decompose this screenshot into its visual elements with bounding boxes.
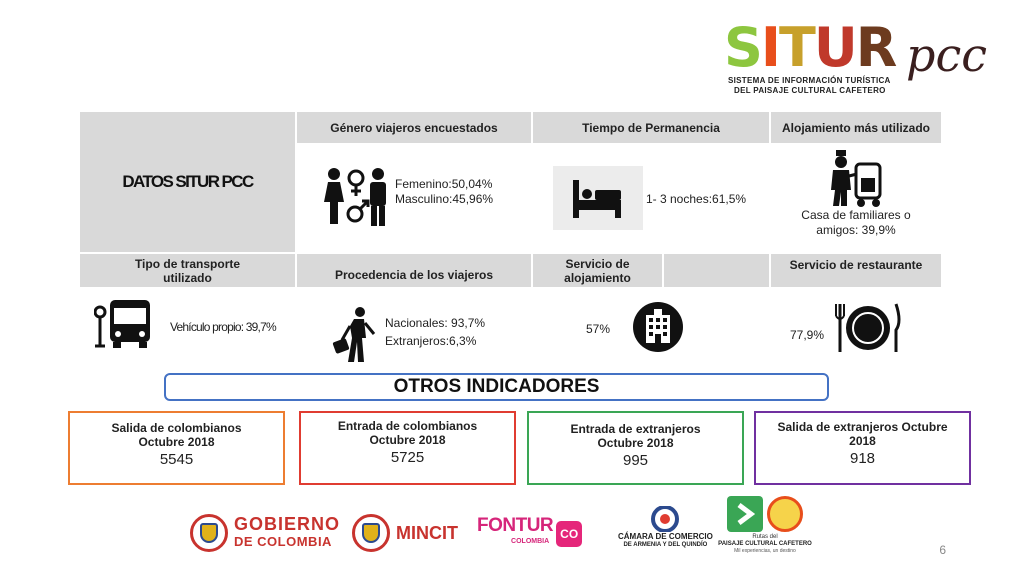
- indicator-label-1: Salida de extranjeros Octubre: [777, 420, 948, 434]
- mincit-text: MINCIT: [396, 522, 458, 543]
- indicator-label-1: Salida de colombianos: [111, 421, 242, 435]
- header-alojamiento: Alojamiento más utilizado: [771, 112, 941, 143]
- servicio-restaurante-value: 77,9%: [790, 328, 825, 342]
- mincit-seal-icon: [352, 514, 390, 552]
- camara-logo: [618, 506, 713, 549]
- indicator-value: 918: [849, 450, 876, 467]
- rutas-arrow-icon: [727, 496, 763, 532]
- indicator-label-2: Octubre 2018: [138, 435, 215, 449]
- header-transporte: Tipo de transporte utilizado: [80, 254, 295, 287]
- bed-icon: [553, 166, 643, 230]
- logo-subtitle-1: SISTEMA DE INFORMACIÓN TURÍSTICA: [728, 76, 891, 85]
- indicator-card-1: [299, 411, 516, 485]
- logo-letter: U: [813, 16, 856, 79]
- header-blank: [664, 254, 769, 287]
- traveler-icon: [332, 306, 380, 364]
- fontur-sub: COLOMBIA: [511, 538, 550, 545]
- logo-letter: I: [760, 16, 779, 79]
- rutas-line-3: Mil experiencias, un destino: [734, 548, 796, 554]
- otros-indicadores-banner: OTROS INDICADORES: [164, 373, 829, 401]
- indicator-label-2: Octubre 2018: [369, 433, 446, 447]
- row-title-cell: [80, 112, 295, 252]
- bus-icon: [94, 298, 152, 350]
- tiempo-value: 1- 3 noches:61,5%: [646, 192, 747, 206]
- extranjeros-value: Extranjeros:6,3%: [385, 334, 477, 348]
- transporte-value: Vehículo propio: 39,7%: [170, 320, 276, 334]
- header-procedencia: Procedencia de los viajeros: [297, 254, 531, 287]
- hotel-icon: [632, 301, 684, 353]
- header-servicio-restaurante: Servicio de restaurante: [771, 254, 941, 287]
- fontur-logo: [477, 515, 582, 550]
- fontur-text: FONTUR: [477, 515, 554, 536]
- indicator-label-2: 2018: [849, 434, 876, 448]
- rutas-line-2: PAISAJE CULTURAL CAFETERO: [718, 541, 812, 547]
- logo-letter: T: [779, 16, 814, 79]
- indicator-card-2: [527, 411, 744, 485]
- camara-line-2: DE ARMENIA Y DEL QUINDÍO: [623, 542, 708, 548]
- rutas-logo: [718, 496, 812, 554]
- indicator-card-3: [754, 411, 971, 485]
- logo-pcc: pcc: [906, 28, 987, 82]
- bellboy-icon: [826, 150, 884, 208]
- indicator-value: 995: [622, 452, 649, 469]
- gobierno-line-2: DE COLOMBIA: [234, 534, 332, 549]
- indicator-label-1: Entrada de extranjeros: [570, 422, 701, 436]
- colombia-seal-icon: [190, 514, 228, 552]
- indicator-card-0: [68, 411, 285, 485]
- femenino-value: Femenino:50,04%: [395, 177, 493, 191]
- indicator-value: 5545: [159, 451, 194, 468]
- header-genero: Género viajeros encuestados: [297, 112, 531, 143]
- row-title: DATOS SITUR PCC: [122, 172, 253, 191]
- masculino-value: Masculino:45,96%: [395, 192, 494, 206]
- camara-emblem-icon: [650, 506, 680, 532]
- indicator-label-2: Octubre 2018: [597, 436, 674, 450]
- situr-wordmark: [724, 16, 896, 79]
- alojamiento-line-2: amigos: 39,9%: [816, 223, 896, 237]
- logo-letter: S: [724, 16, 761, 79]
- mincit-logo: [352, 514, 458, 552]
- gender-icon: [322, 166, 392, 228]
- gobierno-line-1: GOBIERNO: [234, 514, 341, 534]
- camara-line-1: CÁMARA DE COMERCIO: [618, 532, 713, 541]
- page-number: 6: [939, 543, 946, 557]
- logo-subtitle-2: DEL PAISAJE CULTURAL CAFETERO: [734, 86, 886, 95]
- header-servicio-alojamiento: Servicio de alojamiento: [533, 254, 662, 287]
- situr-logo: [724, 16, 994, 100]
- rutas-emblem-icon: [767, 496, 803, 532]
- indicator-value: 5725: [390, 449, 425, 466]
- servicio-alojamiento-value: 57%: [586, 322, 611, 336]
- header-tiempo: Tiempo de Permanencia: [533, 112, 769, 143]
- fontur-badge-icon: CO: [556, 521, 582, 547]
- logo-letter: R: [855, 16, 896, 79]
- dining-icon: [834, 302, 902, 354]
- indicator-label-1: Entrada de colombianos: [337, 419, 478, 433]
- gobierno-logo: [190, 514, 340, 552]
- rutas-line-1: Rutas del: [752, 534, 778, 540]
- alojamiento-line-1: Casa de familiares o: [801, 208, 911, 222]
- nacionales-value: Nacionales: 93,7%: [385, 316, 486, 330]
